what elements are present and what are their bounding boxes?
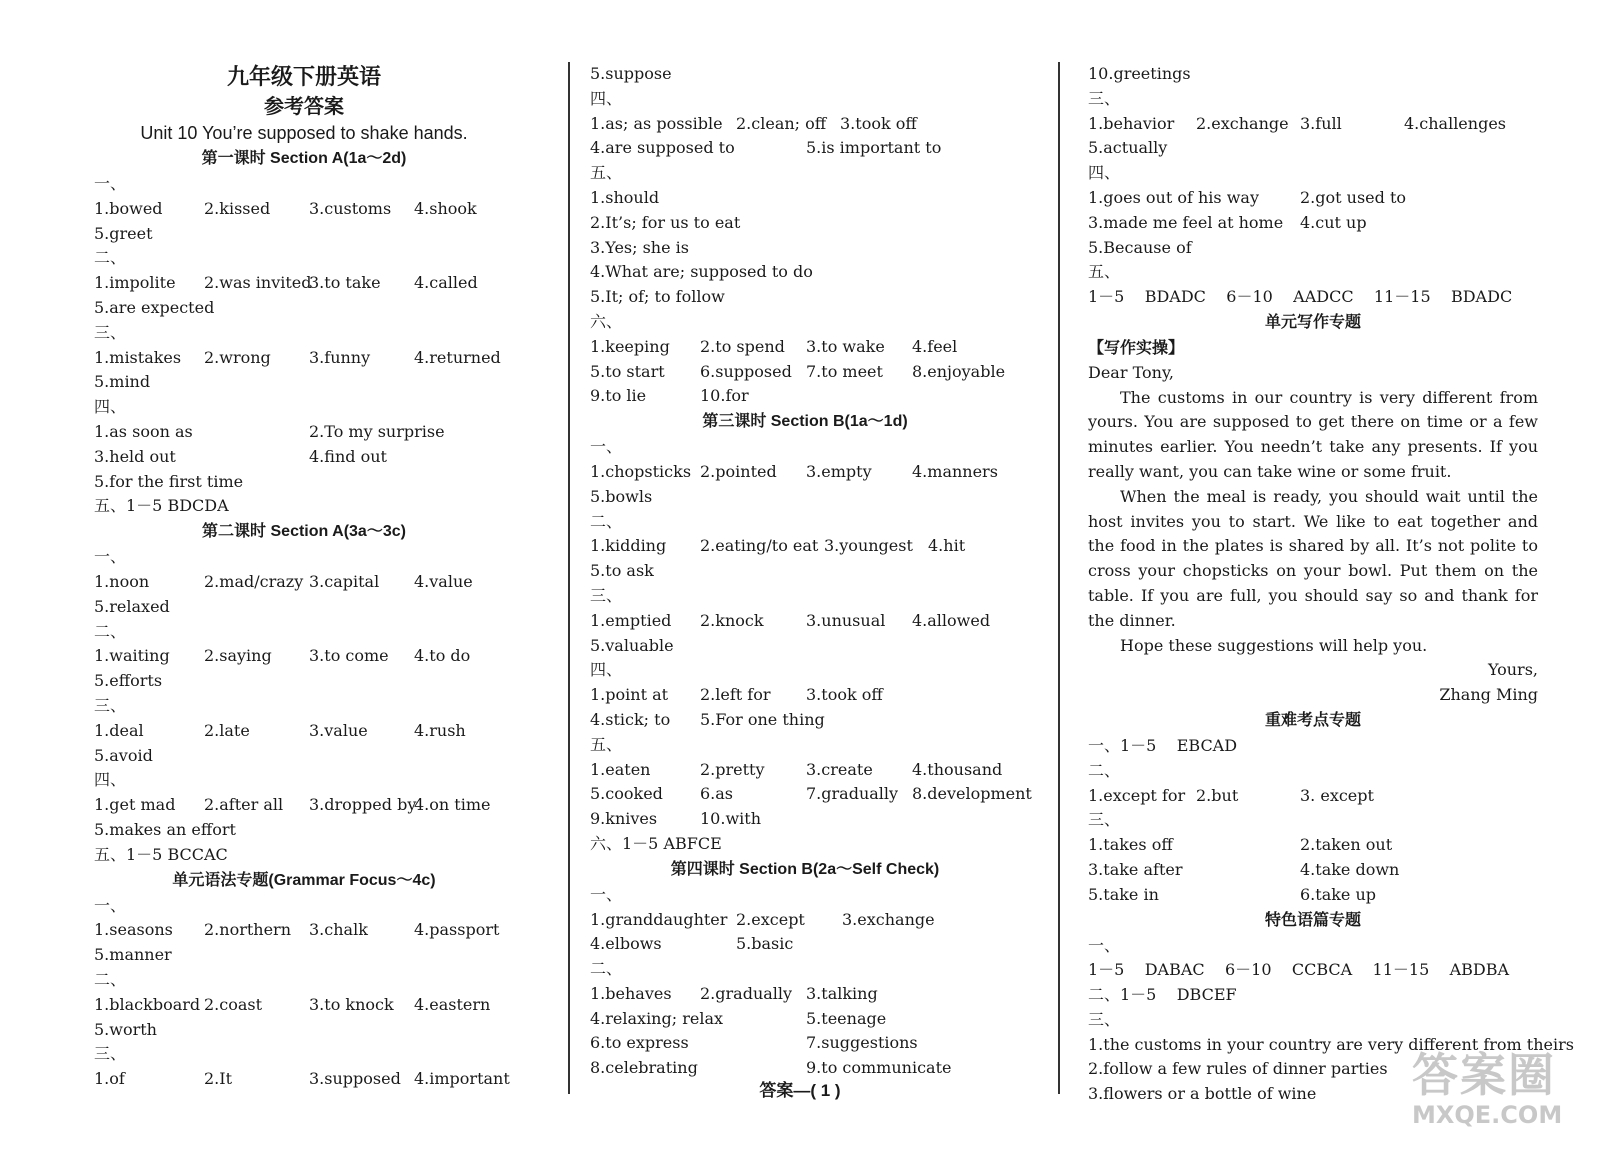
section-label: 六、	[590, 311, 623, 331]
answer-row: 1.keeping 2.to spend 3.to wake 4.feel	[590, 336, 958, 356]
answer-column-2	[590, 62, 1032, 1081]
answer-row: 4.relaxing; relax 5.teenage	[590, 1008, 887, 1028]
letter-signature: Zhang Ming	[1439, 685, 1538, 705]
section-heading: 重难考点专题	[1264, 711, 1361, 729]
answer-row: 1.point at 2.left for 3.took off	[590, 685, 883, 705]
answer-row: 5.worth	[94, 1019, 157, 1039]
lesson-heading: 单元语法专题(Grammar Focus～4c)	[172, 871, 436, 889]
answer-row: 1.as; as possible 2.clean; off 3.took off	[590, 113, 917, 133]
watermark-url: MXQE.COM	[1412, 1101, 1563, 1129]
answer-column-1	[94, 62, 514, 1092]
section-label: 一、	[590, 437, 623, 457]
lesson-heading: 第四课时 Section B(2a～Self Check)	[670, 860, 940, 878]
answer-row: 6.to express 7.suggestions	[590, 1033, 918, 1053]
answer-row: 1.kidding 2.eating/to eat 3.youngest 4.hit	[590, 536, 966, 556]
answer-row: 8.celebrating 9.to communicate	[590, 1058, 952, 1078]
section-label: 二、	[94, 969, 127, 989]
answer-row: 5.for the first time	[94, 471, 244, 491]
answer-row: 1.goes out of his way 2.got used to	[1088, 187, 1407, 207]
section-label: 三、	[590, 585, 623, 605]
section-label: 一、	[590, 884, 623, 904]
section-label: 四、	[94, 770, 127, 790]
section-label: 一、	[1088, 935, 1121, 955]
writing-label: 【写作实操】	[1088, 337, 1185, 357]
answer-row: 5.It; of; to follow	[590, 287, 725, 307]
answer-row: 5.suppose	[590, 64, 672, 83]
answer-row: 4.are supposed to 5.is important to	[590, 138, 942, 158]
letter-paragraph: Hope these suggestions will help you.	[1120, 635, 1428, 655]
section-label: 四、	[94, 397, 127, 417]
section-label: 三、	[94, 1044, 127, 1064]
answer-row: 1.behavior 2.exchange 3.full 4.challenges	[1088, 113, 1506, 133]
answer-row: 5.mind	[94, 372, 151, 392]
answer-row: 1.takes off 2.taken out	[1088, 835, 1393, 855]
answer-row: 1.should	[590, 187, 660, 207]
page-footer: 答案—( 1 )	[759, 1081, 841, 1100]
answer-row: 1.emptied 2.knock 3.unusual 4.allowed	[590, 610, 991, 630]
answer-row: 5.relaxed	[94, 596, 170, 616]
letter-salutation: Dear Tony,	[1088, 362, 1174, 382]
answer-row: 五、1－5 BCCAC	[94, 844, 228, 864]
letter-paragraph: The customs in our country is very different from yours. You are supposed to get there on time or a few minutes earlier. You needn’t take any presents. If you really want, you can take wine or some fruit.	[1088, 387, 1538, 481]
answer-row: 3.take after 4.take down	[1088, 859, 1400, 879]
section-label: 四、	[1088, 163, 1121, 183]
section-label: 二、	[1088, 760, 1121, 780]
answer-row: 1.chopsticks 2.pointed 3.empty 4.manners	[590, 461, 998, 481]
answer-row: 9.to lie 10.for	[590, 386, 749, 406]
answer-row: 1.mistakes 2.wrong 3.funny 4.returned	[94, 347, 501, 367]
answer-row: 5.makes an effort	[94, 819, 236, 839]
answer-row: 3.flowers or a bottle of wine	[1088, 1084, 1317, 1104]
section-label: 三、	[94, 695, 127, 715]
section-label: 二、	[94, 621, 127, 641]
answer-row: 5.to start 6.supposed 7.to meet 8.enjoyable	[590, 361, 1006, 381]
answer-row: 1.get mad 2.after all 3.dropped by 4.on time	[94, 795, 491, 815]
section-label: 四、	[590, 88, 623, 108]
answer-row: 1－5 DABAC 6－10 CCBCA 11－15 ABDBA	[1088, 960, 1510, 980]
section-heading: 特色语篇专题	[1264, 911, 1361, 929]
page-subtitle: 参考答案	[264, 94, 344, 118]
answer-row: 3.made me feel at home 4.cut up	[1088, 212, 1367, 232]
answer-row: 一、1－5 EBCAD	[1088, 735, 1238, 755]
answer-row: 5.actually	[1088, 138, 1168, 158]
answer-column-3	[1088, 62, 1574, 1107]
column-divider-1	[568, 62, 570, 1094]
watermark-logo	[1412, 1050, 1562, 1146]
answer-row: 3.Yes; she is	[590, 237, 689, 257]
letter-closing: Yours,	[1487, 660, 1538, 680]
answer-row: 9.knives 10.with	[590, 809, 761, 829]
answer-row: 5.to ask	[590, 561, 654, 581]
lesson-heading: 第三课时 Section B(1a～1d)	[702, 413, 908, 431]
section-label: 三、	[1088, 88, 1121, 108]
section-label: 一、	[94, 895, 127, 915]
section-label: 五、	[590, 163, 623, 183]
section-label: 二、	[590, 959, 623, 979]
section-heading: 单元写作专题	[1264, 313, 1361, 331]
answer-row: 1.deal 2.late 3.value 4.rush	[94, 720, 466, 740]
answer-row: 10.greetings	[1088, 64, 1191, 83]
answer-row: 5.cooked 6.as 7.gradually 8.development	[590, 784, 1032, 804]
letter-paragraph: When the meal is ready, you should wait until the host invites you to start. We like to eat together and the food in the plates is shared by all. It’s not polite to cross your chopsticks on your bowl. Put them on the table. If you are full, you should say so and thank for the dinner.	[1088, 486, 1538, 630]
answer-row: 5.are expected	[94, 297, 215, 317]
answer-row: 5.Because of	[1088, 237, 1192, 257]
answer-row: 2.It’s; for us to eat	[590, 212, 741, 232]
answer-row: 1.the customs in your country are very different from theirs	[1088, 1034, 1574, 1054]
answer-row: 5.efforts	[94, 671, 163, 691]
answer-row: 4.What are; supposed to do	[590, 262, 813, 282]
answer-row: 5.take in 6.take up	[1088, 884, 1377, 904]
answer-row: 1.bowed 2.kissed 3.customs 4.shook	[94, 198, 477, 218]
answer-row: 4.elbows 5.basic	[590, 934, 794, 954]
answer-row: 二、1－5 DBCEF	[1088, 985, 1237, 1005]
answer-row: 六、1－5 ABFCE	[590, 833, 722, 853]
section-label: 五、	[1088, 262, 1121, 282]
unit-title: Unit 10 You’re supposed to shake hands.	[140, 123, 468, 143]
answer-row: 5.valuable	[590, 635, 674, 655]
section-label: 一、	[94, 174, 127, 193]
section-label: 二、	[590, 511, 623, 531]
answer-row: 5.greet	[94, 223, 153, 243]
section-label: 三、	[1088, 1009, 1121, 1029]
answer-row: 1.except for 2.but 3. except	[1088, 785, 1374, 805]
lesson-heading: 第一课时 Section A(1a～2d)	[201, 150, 407, 167]
answer-row: 1.granddaughter 2.except 3.exchange	[590, 909, 935, 929]
answer-row: 5.avoid	[94, 745, 153, 765]
answer-row: 5.bowls	[590, 486, 653, 506]
answer-row: 5.manner	[94, 945, 172, 965]
watermark-text: 答案圈	[1412, 1048, 1556, 1102]
page-title: 九年级下册英语	[226, 64, 381, 90]
answer-row: 4.stick; to 5.For one thing	[590, 709, 825, 729]
lesson-heading: 第二课时 Section A(3a～3c)	[202, 523, 406, 541]
section-label: 三、	[94, 322, 127, 342]
answer-row: 1.eaten 2.pretty 3.create 4.thousand	[590, 759, 1003, 779]
section-label: 一、	[94, 547, 127, 567]
column-divider-2	[1058, 62, 1060, 1094]
answer-row: 1.seasons 2.northern 3.chalk 4.passport	[94, 920, 500, 940]
answer-row: 五、1－5 BDCDA	[94, 496, 229, 516]
answer-row: 3.held out 4.find out	[94, 446, 387, 466]
answer-row: 1.waiting 2.saying 3.to come 4.to do	[94, 646, 471, 666]
answer-row: 1－5 BDADC 6－10 AADCC 11－15 BDADC	[1088, 287, 1513, 307]
answer-row: 1.as soon as 2.To my surprise	[94, 421, 445, 441]
answer-row: 2.follow a few rules of dinner parties	[1088, 1059, 1388, 1079]
answer-row: 1.noon 2.mad/crazy 3.capital 4.value	[94, 571, 473, 591]
answer-row: 1.impolite 2.was invited 3.to take 4.called	[94, 273, 478, 293]
section-label: 三、	[1088, 810, 1121, 830]
answer-row: 1.behaves 2.gradually 3.talking	[590, 983, 878, 1003]
section-label: 五、	[590, 734, 623, 754]
answer-row: 1.blackboard 2.coast 3.to knock 4.eastern	[94, 994, 491, 1014]
answer-row: 1.of 2.It 3.supposed 4.important	[94, 1069, 510, 1089]
section-label: 二、	[94, 248, 127, 268]
section-label: 四、	[590, 660, 623, 680]
